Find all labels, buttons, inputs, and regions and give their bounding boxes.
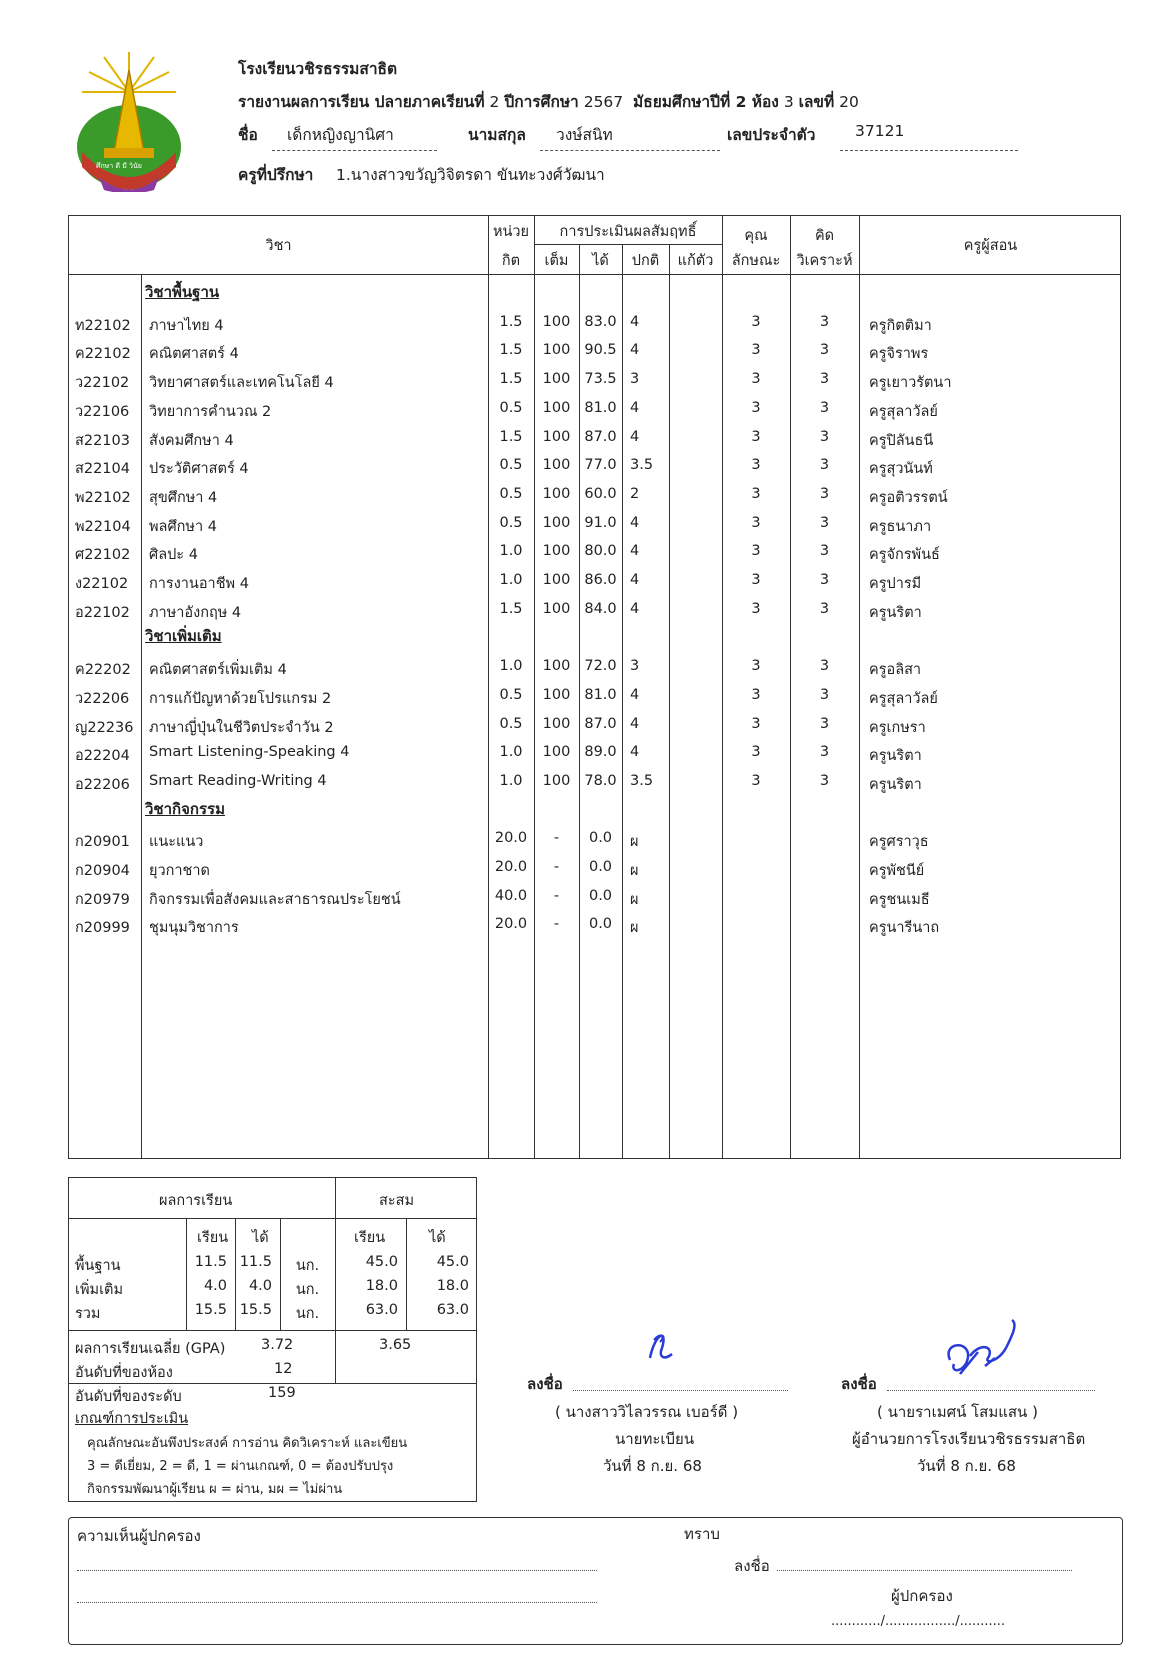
cell-think: 3 <box>819 686 830 703</box>
cell-got: 87.0 <box>584 428 617 445</box>
cell-grade: 4 <box>630 514 640 531</box>
rank-level-label: อันดับที่ของระดับ <box>75 1389 182 1405</box>
cell-code: ว22102 <box>75 375 130 392</box>
subject-row <box>69 543 1120 571</box>
rank-room-label: อันดับที่ของห้อง <box>75 1365 173 1381</box>
advisor-name: 1.นางสาวขวัญวิจิตรดา ขันทะวงศ์วัฒนา <box>336 166 605 184</box>
cell-teacher: ครูศราวุธ <box>869 834 929 851</box>
cell-full: - <box>553 916 560 933</box>
cell-think: 3 <box>819 342 830 359</box>
cell-full: 100 <box>542 457 571 474</box>
name-dash <box>272 150 437 151</box>
col-unit-1: หน่วย <box>492 224 530 240</box>
cell-got: 0.0 <box>588 830 613 847</box>
cell-got: 80.0 <box>584 543 617 560</box>
cell-name: การแก้ปัญหาด้วยโปรแกรม 2 <box>149 690 332 707</box>
subject-row <box>69 744 1120 772</box>
cell-code: ง22102 <box>75 576 129 592</box>
comment-line-2[interactable] <box>77 1602 597 1603</box>
summary-cell-earned: 4.0 <box>248 1278 272 1294</box>
school-name: โรงเรียนวชิรธรรมสาธิต <box>238 60 398 78</box>
subject-row <box>69 371 1120 399</box>
summary-box <box>68 1177 477 1502</box>
earned-label: ได้ <box>252 1230 269 1246</box>
cell-char: 3 <box>751 744 761 761</box>
cell-char: 3 <box>751 772 761 789</box>
cell-got: 90.5 <box>584 342 617 359</box>
cell-credit: 1.0 <box>499 772 523 789</box>
cell-think: 3 <box>819 572 830 588</box>
col-unit-2: กิต <box>501 253 521 269</box>
cell-name: Smart Listening-Speaking 4 <box>149 744 350 761</box>
cell-think: 3 <box>819 772 830 789</box>
cell-grade: 4 <box>630 399 640 416</box>
subject-row <box>69 486 1120 514</box>
summary-cell-acc_earned: 63.0 <box>436 1302 469 1318</box>
cell-grade: 4 <box>630 313 640 330</box>
cell-got: 60.0 <box>584 485 617 502</box>
cell-think: 3 <box>819 600 830 617</box>
subject-row <box>69 457 1120 485</box>
cell-think: 3 <box>819 543 830 560</box>
student-surname: วงษ์สนิท <box>556 126 613 144</box>
cell-full: 100 <box>542 313 571 330</box>
guardian-comment-label: ความเห็นผู้ปกครอง <box>77 1527 201 1545</box>
summary-cell-acc_studied: 45.0 <box>365 1254 398 1270</box>
cell-teacher: ครูนริตา <box>869 604 922 621</box>
cell-name: พลศึกษา 4 <box>149 518 217 535</box>
cell-name: สังคมศึกษา 4 <box>149 432 234 449</box>
col-char-1: คุณ <box>744 228 768 244</box>
cell-code: ค22202 <box>75 662 131 679</box>
registrar-name: ( นางสาววิไลวรรณ เบอร์ดี ) <box>555 1403 739 1421</box>
cell-credit: 0.5 <box>499 686 523 703</box>
acc-studied-label: เรียน <box>354 1230 386 1246</box>
cell-char: 3 <box>751 371 761 388</box>
cell-full: - <box>553 887 560 904</box>
director-role: ผู้อำนวยการโรงเรียนวชิรธรรมสาธิต <box>852 1430 1086 1448</box>
cell-name: คณิตศาสตร์ 4 <box>149 346 239 363</box>
cell-name: ยุวกาชาด <box>149 863 210 879</box>
summary-cell-label: เพิ่มเติม <box>75 1282 124 1298</box>
cell-full: 100 <box>542 399 571 416</box>
cell-grade: 4 <box>630 572 640 588</box>
subject-row <box>69 572 1120 600</box>
col-think-1: คิด <box>814 228 835 244</box>
cell-grade: 4 <box>630 543 640 560</box>
summary-cell-studied: 15.5 <box>194 1302 227 1318</box>
cell-grade: 4 <box>630 600 640 617</box>
cell-code: ว22106 <box>75 403 130 420</box>
cell-char: 3 <box>751 514 761 531</box>
cell-full: 100 <box>542 744 571 761</box>
cell-grade: 2 <box>630 485 640 502</box>
guardian-sign-line[interactable] <box>777 1570 1072 1571</box>
cell-char: 3 <box>751 715 761 732</box>
cell-credit: 40.0 <box>494 887 528 904</box>
col-assess: การประเมินผลสัมฤทธิ์ <box>559 224 697 240</box>
cell-full: - <box>553 830 560 847</box>
cell-code: ก20999 <box>75 920 130 937</box>
name-label: ชื่อ <box>238 126 258 144</box>
cell-char: 3 <box>751 600 761 617</box>
subject-row <box>69 658 1120 686</box>
subject-row <box>69 314 1120 342</box>
rank-level: 159 <box>268 1385 296 1401</box>
id-label: เลขประจำตัว <box>727 126 816 144</box>
ack-label: ทราบ <box>684 1525 720 1543</box>
cell-got: 81.0 <box>584 399 617 416</box>
cell-code: ส22103 <box>75 432 130 449</box>
summary-cell-label: พื้นฐาน <box>75 1258 121 1274</box>
cell-full: - <box>553 859 560 875</box>
cell-teacher: ครูพัชนีย์ <box>869 863 925 879</box>
cell-think: 3 <box>819 457 830 474</box>
cell-teacher: ครูสุลาวัลย์ <box>869 403 938 420</box>
cell-credit: 0.5 <box>499 457 523 474</box>
summary-cell-earned: 15.5 <box>239 1302 272 1318</box>
cell-credit: 1.5 <box>499 371 523 388</box>
cell-full: 100 <box>542 600 571 617</box>
gpa-label: ผลการเรียนเฉลี่ย (GPA) <box>75 1341 226 1357</box>
cell-credit: 0.5 <box>499 514 523 531</box>
cell-full: 100 <box>542 572 571 588</box>
subject-row <box>69 342 1120 370</box>
cell-name: ชุมนุมวิชาการ <box>149 920 239 937</box>
cell-full: 100 <box>542 543 571 560</box>
subject-row <box>69 716 1120 744</box>
subject-row <box>69 773 1120 801</box>
cell-teacher: ครูจิราพร <box>869 346 929 363</box>
summary-cell-earned: 11.5 <box>239 1254 272 1270</box>
cell-teacher: ครูเยาวรัตนา <box>869 375 952 392</box>
cell-got: 78.0 <box>584 772 617 789</box>
cell-got: 83.0 <box>584 313 617 330</box>
gpa-accum: 3.65 <box>379 1337 412 1353</box>
col-normal: ปกติ <box>631 253 660 269</box>
cell-got: 91.0 <box>584 514 617 531</box>
summary-cell-acc_earned: 45.0 <box>436 1254 469 1270</box>
cell-grade: 3.5 <box>630 772 654 789</box>
cell-credit: 1.5 <box>499 313 523 330</box>
cell-teacher: ครูนารีนาถ <box>869 920 940 937</box>
surname-dash <box>540 150 720 151</box>
cell-grade: ผ <box>630 834 639 851</box>
cell-char: 3 <box>751 686 761 703</box>
cell-think: 3 <box>819 428 830 445</box>
cell-name: Smart Reading-Writing 4 <box>149 772 327 789</box>
cell-credit: 20.0 <box>494 830 528 847</box>
col-fix: แก้ตัว <box>677 253 714 269</box>
cell-char: 3 <box>751 457 761 474</box>
cell-credit: 20.0 <box>494 859 528 875</box>
cell-grade: ผ <box>630 920 639 937</box>
cell-name: การงานอาชีพ 4 <box>149 576 249 592</box>
cell-code: อ22206 <box>75 776 130 793</box>
cell-code: อ22102 <box>75 604 130 621</box>
cell-grade: 4 <box>630 428 640 445</box>
summary-cell-studied: 4.0 <box>203 1278 227 1294</box>
subject-row <box>69 601 1120 629</box>
cell-got: 0.0 <box>588 859 613 875</box>
results-label: ผลการเรียน <box>159 1193 233 1209</box>
subject-row <box>69 400 1120 428</box>
cell-code: ญ22236 <box>75 719 134 736</box>
cell-name: ภาษาญี่ปุ่นในชีวิตประจำวัน 2 <box>149 719 334 736</box>
subject-row <box>69 429 1120 457</box>
cell-full: 100 <box>542 371 571 388</box>
cell-grade: 4 <box>630 342 640 359</box>
cell-got: 0.0 <box>588 916 613 933</box>
cell-grade: 4 <box>630 744 640 761</box>
cell-full: 100 <box>542 485 571 502</box>
cell-name: วิทยาการคำนวณ 2 <box>149 403 272 420</box>
cell-teacher: ครูกิตติมา <box>869 317 932 334</box>
cell-name: วิทยาศาสตร์และเทคโนโลยี 4 <box>149 375 334 392</box>
criteria-title: เกณฑ์การประเมิน <box>75 1411 189 1427</box>
criteria-line-2: 3 = ดีเยี่ยม, 2 = ดี, 1 = ผ่านเกณฑ์, 0 = ต้องปรับปรุง <box>87 1459 394 1474</box>
cell-credit: 0.5 <box>499 715 523 732</box>
cell-full: 100 <box>542 514 571 531</box>
cell-credit: 1.0 <box>499 744 523 761</box>
rank-room: 12 <box>274 1361 293 1377</box>
cell-name: ภาษาไทย 4 <box>149 317 224 334</box>
cell-full: 100 <box>542 715 571 732</box>
cell-name: ศิลปะ 4 <box>149 547 198 564</box>
category-heading: วิชากิจกรรม <box>145 799 225 818</box>
cell-name: กิจกรรมเพื่อสังคมและสาธารณประโยชน์ <box>149 891 401 908</box>
cell-credit: 0.5 <box>499 399 523 416</box>
cell-char: 3 <box>751 399 761 416</box>
cell-credit: 1.0 <box>499 572 523 588</box>
cell-credit: 20.0 <box>494 916 528 933</box>
cell-code: ศ22102 <box>75 547 131 564</box>
director-signature <box>940 1312 1030 1386</box>
guardian-box <box>68 1517 1123 1645</box>
col-full: เต็ม <box>544 253 569 269</box>
cell-teacher: ครูธนาภา <box>869 518 932 535</box>
col-subject: วิชา <box>265 238 292 254</box>
cell-credit: 1.5 <box>499 428 523 445</box>
cell-think: 3 <box>819 371 830 388</box>
cell-full: 100 <box>542 342 571 359</box>
cell-teacher: ครูนริตา <box>869 776 922 793</box>
cell-code: พ22104 <box>75 518 131 535</box>
subject-row <box>69 916 1120 944</box>
cell-think: 3 <box>819 658 830 675</box>
cell-think: 3 <box>819 744 830 761</box>
accum-label: สะสม <box>379 1193 415 1209</box>
cell-teacher: ครูชนเมธี <box>869 891 930 908</box>
studied-label: เรียน <box>197 1230 229 1246</box>
cell-credit: 1.5 <box>499 342 523 359</box>
cell-code: พ22102 <box>75 489 131 506</box>
cell-got: 72.0 <box>584 658 617 675</box>
cell-grade: 3 <box>630 371 640 388</box>
category-heading: วิชาพื้นฐาน <box>145 283 220 301</box>
cell-got: 81.0 <box>584 686 617 703</box>
cell-code: ก20901 <box>75 834 130 851</box>
student-id: 37121 <box>855 122 905 140</box>
cell-grade: 3 <box>630 658 640 675</box>
cell-name: สุขศึกษา 4 <box>149 489 218 506</box>
col-teacher: ครูผู้สอน <box>963 238 1018 254</box>
subject-row <box>69 515 1120 543</box>
cell-grade: 4 <box>630 686 640 703</box>
gpa-value: 3.72 <box>261 1337 294 1353</box>
cell-grade: 4 <box>630 715 640 732</box>
cell-credit: 1.5 <box>499 600 523 617</box>
cell-got: 77.0 <box>584 457 617 474</box>
cell-full: 100 <box>542 686 571 703</box>
cell-code: ก20979 <box>75 891 130 908</box>
cell-char: 3 <box>751 342 761 359</box>
cell-think: 3 <box>819 485 830 502</box>
director-date: วันที่ 8 ก.ย. 68 <box>917 1457 1016 1475</box>
summary-cell-acc_studied: 63.0 <box>365 1302 398 1318</box>
grades-table <box>68 215 1121 1159</box>
cell-full: 100 <box>542 428 571 445</box>
cell-name: แนะแนว <box>149 834 204 851</box>
cell-code: ค22102 <box>75 346 131 363</box>
advisor-label: ครูที่ปรึกษา <box>238 166 314 184</box>
criteria-line-3: กิจกรรมพัฒนาผู้เรียน ผ = ผ่าน, มผ = ไม่ผ่าน <box>87 1482 343 1497</box>
criteria-line-1: คุณลักษณะอันพึงประสงค์ การอ่าน คิดวิเคราะห์ และเขียน <box>87 1436 408 1451</box>
subject-row <box>69 888 1120 916</box>
cell-teacher: ครูสุลาวัลย์ <box>869 690 938 707</box>
cell-teacher: ครูสุวนันท์ <box>869 461 933 478</box>
cell-char: 3 <box>751 572 761 588</box>
cell-credit: 1.0 <box>499 543 523 560</box>
cell-full: 100 <box>542 658 571 675</box>
cell-code: ว22206 <box>75 690 130 707</box>
student-name: เด็กหญิงญานิศา <box>287 126 394 144</box>
cell-full: 100 <box>542 772 571 789</box>
registrar-role: นายทะเบียน <box>615 1430 695 1448</box>
category-heading: วิชาเพิ่มเติม <box>145 627 222 646</box>
cell-think: 3 <box>819 715 830 732</box>
cell-teacher: ครูจักรพันธ์ <box>869 547 940 564</box>
cell-code: ท22102 <box>75 317 131 334</box>
subject-row <box>69 687 1120 715</box>
cell-teacher: ครูอติวรรตน์ <box>869 489 948 506</box>
summary-cell-unit: นก. <box>295 1282 320 1298</box>
cell-teacher: ครูอลิสา <box>869 662 922 679</box>
cell-got: 86.0 <box>584 572 617 588</box>
cell-think: 3 <box>819 514 830 531</box>
registrar-sign-label: ลงชื่อ <box>527 1375 563 1393</box>
col-think-2: วิเคราะห์ <box>796 253 853 269</box>
registrar-date: วันที่ 8 ก.ย. 68 <box>603 1457 702 1475</box>
cell-code: ก20904 <box>75 863 130 879</box>
cell-char: 3 <box>751 313 761 330</box>
cell-grade: ผ <box>630 863 639 879</box>
cell-name: ภาษาอังกฤษ 4 <box>149 604 242 621</box>
registrar-sign-line <box>573 1390 788 1391</box>
summary-cell-studied: 11.5 <box>194 1254 227 1270</box>
cell-got: 87.0 <box>584 715 617 732</box>
cell-code: ส22104 <box>75 461 130 478</box>
cell-char: 3 <box>751 485 761 502</box>
cell-credit: 0.5 <box>499 485 523 502</box>
school-logo <box>74 52 184 192</box>
cell-char: 3 <box>751 543 761 560</box>
cell-teacher: ครูปารมี <box>869 576 922 592</box>
cell-grade: 3.5 <box>630 457 654 474</box>
summary-cell-unit: นก. <box>295 1306 320 1322</box>
cell-teacher: ครูนริตา <box>869 748 922 765</box>
cell-got: 89.0 <box>584 744 617 761</box>
cell-credit: 1.0 <box>499 658 523 675</box>
cell-think: 3 <box>819 313 830 330</box>
cell-teacher: ครูปิลันธนี <box>869 432 934 449</box>
director-sign-line <box>887 1390 1095 1391</box>
subject-row <box>69 859 1120 887</box>
subject-row <box>69 830 1120 858</box>
guardian-date[interactable]: ............/................./........... <box>831 1614 1006 1629</box>
summary-cell-unit: นก. <box>295 1258 320 1274</box>
summary-cell-acc_studied: 18.0 <box>365 1278 398 1294</box>
cell-think: 3 <box>819 399 830 416</box>
cell-name: คณิตศาสตร์เพิ่มเติม 4 <box>149 662 287 679</box>
surname-label: นามสกุล <box>468 126 526 144</box>
guardian-role: ผู้ปกครอง <box>891 1587 953 1605</box>
summary-cell-acc_earned: 18.0 <box>436 1278 469 1294</box>
registrar-signature <box>640 1328 690 1372</box>
cell-teacher: ครูเกษรา <box>869 719 926 736</box>
guardian-sign-label: ลงชื่อ <box>734 1557 770 1575</box>
summary-cell-label: รวม <box>75 1306 101 1322</box>
comment-line-1[interactable] <box>77 1570 597 1571</box>
director-sign-label: ลงชื่อ <box>841 1375 877 1393</box>
svg-text:ศึกษา ดี มี วินัย: ศึกษา ดี มี วินัย <box>96 162 142 170</box>
col-char-2: ลักษณะ <box>731 253 781 269</box>
director-name: ( นายราเมศน์ โสมแสน ) <box>877 1403 1038 1421</box>
cell-code: อ22204 <box>75 748 130 765</box>
cell-grade: ผ <box>630 891 639 908</box>
cell-char: 3 <box>751 428 761 445</box>
acc-earned-label: ได้ <box>429 1230 446 1246</box>
cell-name: ประวัติศาสตร์ 4 <box>149 461 249 478</box>
report-title: รายงานผลการเรียน ปลายภาคเรียนที่ 2 ปีการศึกษา 2567 มัธยมศึกษาปีที่ 2 ห้อง 3 เลขที่ 20 <box>238 93 859 111</box>
id-dash <box>840 150 1018 151</box>
col-got: ได้ <box>592 253 609 269</box>
cell-char: 3 <box>751 658 761 675</box>
cell-got: 73.5 <box>584 371 617 388</box>
cell-got: 84.0 <box>584 600 617 617</box>
cell-got: 0.0 <box>588 887 613 904</box>
